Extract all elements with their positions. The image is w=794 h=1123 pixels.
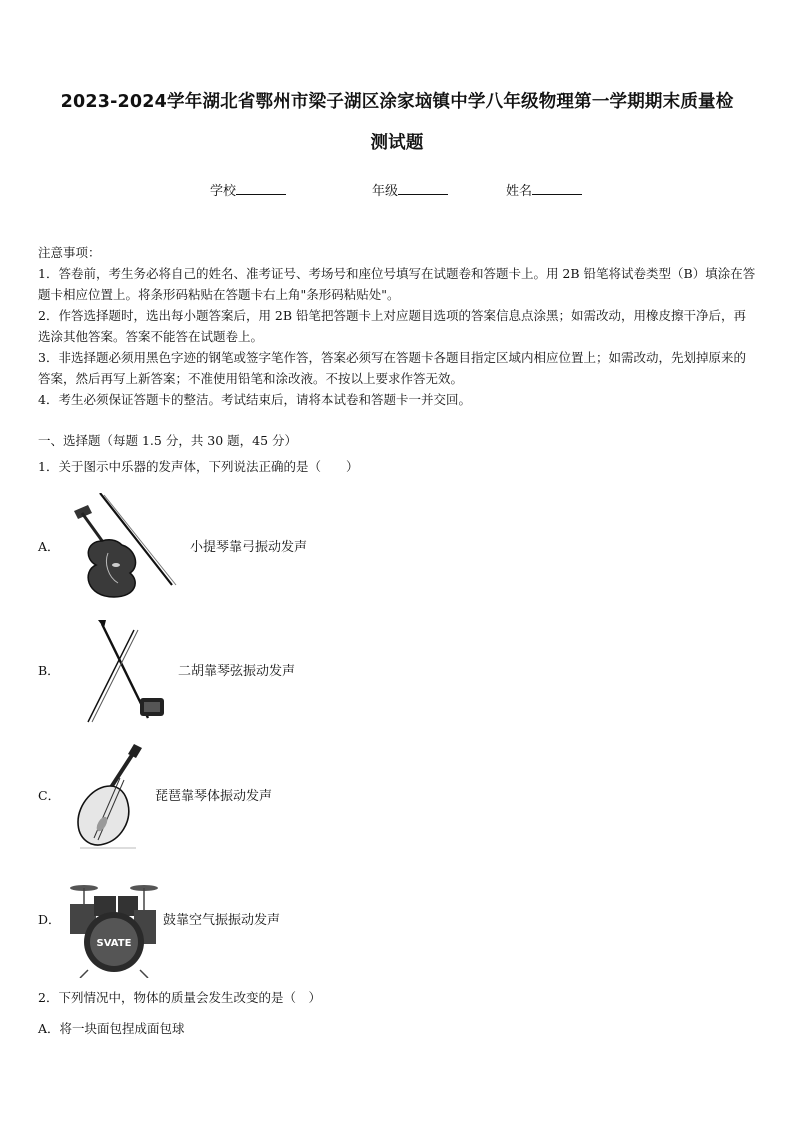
drum-icon [64, 874, 160, 978]
option-letter: B． [38, 663, 60, 678]
drum-brand-label: SVATE [96, 938, 132, 949]
grade-blank[interactable] [398, 182, 448, 195]
option-text: 小提琴靠弓振动发声 [190, 540, 308, 555]
option-text: 将一块面包捏成面包球 [59, 1021, 185, 1036]
erhu-icon [76, 618, 172, 726]
option-text: 琵琶靠琴体振动发声 [155, 789, 273, 804]
violin-icon [64, 493, 182, 599]
option-row [38, 1019, 185, 1037]
option-letter: A． [38, 1021, 60, 1036]
school-label: 学校 [210, 184, 237, 199]
notice-item: 4．考生必须保证答题卡的整洁。考试结束后，请将本试卷和答题卡一并交回。 [38, 392, 471, 407]
option-text: 鼓靠空气振振动发声 [163, 913, 281, 928]
notice-heading: 注意事项： [38, 245, 101, 260]
notice-block [38, 242, 758, 410]
name-label: 姓名 [506, 184, 533, 199]
school-field[interactable] [210, 180, 286, 199]
exam-title-line2: 测试题 [370, 133, 424, 153]
section-heading: 一、选择题（每题 1.5 分，共 30 题，45 分） [38, 433, 298, 448]
grade-field[interactable] [372, 180, 448, 199]
notice-item: 3．非选择题必须用黑色字迹的钢笔或签字笔作答，答案必须写在答题卡各题目指定区域内相应位置上；如需改动，先划掉原来的答案，然后再写上新答案；不准使用铅笔和涂改液。不按以上要求作答无效。 [38, 350, 746, 386]
option-letter: C． [38, 788, 61, 803]
question-stem: 1．关于图示中乐器的发声体，下列说法正确的是（ ） [38, 459, 359, 474]
option-text: 二胡靠琴弦振动发声 [178, 664, 296, 679]
name-field[interactable] [506, 180, 582, 199]
exam-title-line1: 2023-2024学年湖北省鄂州市梁子湖区涂家垴镇中学八年级物理第一学期期末质量检 [60, 92, 734, 112]
option-letter: A． [38, 539, 60, 554]
name-blank[interactable] [532, 182, 582, 195]
question-stem: 2．下列情况中，物体的质量会发生改变的是（ ） [38, 990, 321, 1005]
grade-label: 年级 [372, 184, 399, 199]
notice-item: 2．作答选择题时，选出每小题答案后，用 2B 铅笔把答题卡上对应题目选项的答案信息点涂黑；如需改动，用橡皮擦干净后，再选涂其他答案。答案不能答在试题卷上。 [38, 308, 747, 344]
pipa-icon [64, 742, 150, 852]
notice-item: 1．答卷前，考生务必将自己的姓名、准考证号、考场号和座位号填写在试题卷和答题卡上。用 2B 铅笔将试卷类型（B）填涂在答题卡相应位置上。将条形码粘贴在答题卡右上角"条形码粘贴处"。 [38, 266, 756, 302]
option-letter: D． [38, 912, 61, 927]
school-blank[interactable] [236, 182, 286, 195]
